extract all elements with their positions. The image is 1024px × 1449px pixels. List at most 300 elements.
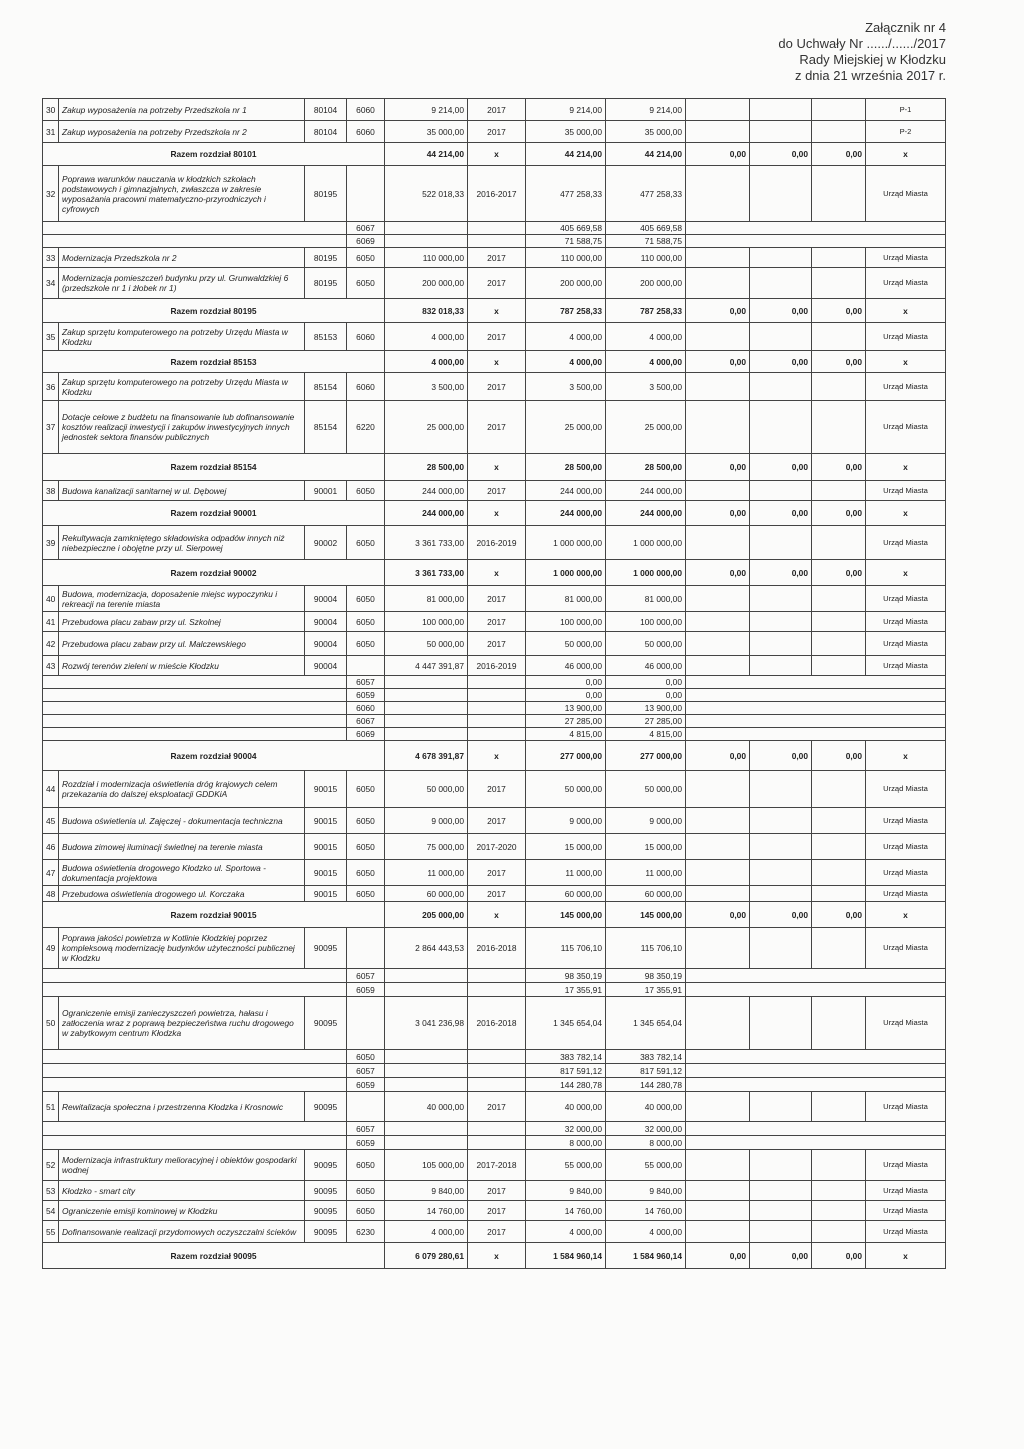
empty-cell — [385, 689, 468, 702]
budget-funds-cell: 383 782,14 — [606, 1050, 686, 1064]
task-name-cell: Zakup sprzętu komputerowego na potrzeby Urzędu Miasta w Kłodzku — [59, 373, 305, 401]
total-cost-cell: 205 000,00 — [385, 902, 468, 928]
responsible-unit-cell: Urząd Miasta — [866, 834, 946, 860]
paragraph-code-cell: 6050 — [347, 886, 385, 902]
loan-funds-cell — [812, 248, 866, 268]
table-row — [43, 268, 946, 299]
responsible-unit-cell: Urząd Miasta — [866, 373, 946, 401]
period-cell: 2016-2018 — [468, 928, 526, 969]
expenditure-limit-cell: 244 000,00 — [526, 501, 606, 526]
other-funds-cell — [686, 586, 750, 612]
expenditure-limit-cell: 9 840,00 — [526, 1181, 606, 1201]
paragraph-code-cell: 6050 — [347, 1181, 385, 1201]
empty-cell — [385, 1050, 468, 1064]
paragraph-code-cell: 6050 — [347, 481, 385, 501]
task-name-cell: Budowa zimowej iluminacji świetlnej na terenie miasta — [59, 834, 305, 860]
subtotal-row — [43, 299, 946, 323]
expenditure-limit-cell: 0,00 — [526, 676, 606, 689]
total-cost-cell: 3 500,00 — [385, 373, 468, 401]
total-cost-cell: 3 361 733,00 — [385, 526, 468, 560]
chapter-code-cell: 90095 — [305, 997, 347, 1050]
budget-funds-cell: 25 000,00 — [606, 401, 686, 454]
empty-cell — [43, 222, 347, 235]
table-row — [43, 401, 946, 454]
task-name-cell: Budowa oświetlenia ul. Zajęczej - dokumentacja techniczna — [59, 808, 305, 834]
budget-funds-cell: 50 000,00 — [606, 632, 686, 656]
loan-funds-cell: 0,00 — [812, 299, 866, 323]
task-name-cell: Poprawa jakości powietrza w Kotlinie Kłodzkiej poprzez kompleksową modernizację budynków użyteczności publicznej w Kłodzku — [59, 928, 305, 969]
row-number-cell: 47 — [43, 860, 59, 886]
budget-funds-cell: 17 355,91 — [606, 983, 686, 997]
external-funds-cell — [750, 886, 812, 902]
resolution-date: z dnia 21 września 2017 r. — [794, 68, 946, 83]
budget-funds-cell: 4 000,00 — [606, 1221, 686, 1243]
empty-cell — [43, 1136, 347, 1150]
empty-cell — [686, 969, 946, 983]
other-funds-cell: 0,00 — [686, 299, 750, 323]
row-number-cell: 53 — [43, 1181, 59, 1201]
row-number-cell: 38 — [43, 481, 59, 501]
period-cell: x — [468, 351, 526, 373]
task-name-cell: Modernizacja Przedszkola nr 2 — [59, 248, 305, 268]
period-cell: x — [468, 741, 526, 771]
period-cell: 2017 — [468, 373, 526, 401]
total-cost-cell: 25 000,00 — [385, 401, 468, 454]
loan-funds-cell — [812, 860, 866, 886]
paragraph-code-cell: 6059 — [347, 689, 385, 702]
budget-funds-cell: 787 258,33 — [606, 299, 686, 323]
expenditure-limit-cell: 787 258,33 — [526, 299, 606, 323]
subtotal-label-cell: Razem rozdział 90095 — [43, 1243, 385, 1269]
attachment-number: Załącznik nr 4 — [865, 20, 946, 35]
expenditure-limit-cell: 277 000,00 — [526, 741, 606, 771]
empty-cell — [686, 715, 946, 728]
paragraph-breakdown-row — [43, 969, 946, 983]
task-name-cell: Budowa oświetlenia drogowego Kłodzko ul. Sportowa - dokumentacja projektowa — [59, 860, 305, 886]
other-funds-cell — [686, 99, 750, 121]
other-funds-cell — [686, 834, 750, 860]
resolution-number: do Uchwały Nr ....../....../2017 — [778, 36, 946, 51]
budget-funds-cell: 9 840,00 — [606, 1181, 686, 1201]
budget-funds-cell: 28 500,00 — [606, 454, 686, 481]
responsible-unit-cell: P-1 — [866, 99, 946, 121]
paragraph-code-cell: 6050 — [347, 834, 385, 860]
paragraph-breakdown-row — [43, 715, 946, 728]
table-row — [43, 928, 946, 969]
external-funds-cell: 0,00 — [750, 454, 812, 481]
period-cell: 2017 — [468, 99, 526, 121]
chapter-code-cell: 90095 — [305, 1150, 347, 1181]
budget-funds-cell: 9 000,00 — [606, 808, 686, 834]
empty-cell — [385, 1136, 468, 1150]
other-funds-cell — [686, 1092, 750, 1122]
table-row — [43, 860, 946, 886]
empty-cell — [686, 1136, 946, 1150]
responsible-unit-cell: Urząd Miasta — [866, 997, 946, 1050]
loan-funds-cell — [812, 323, 866, 351]
chapter-code-cell: 80195 — [305, 166, 347, 222]
row-number-cell: 33 — [43, 248, 59, 268]
budget-funds-cell: 277 000,00 — [606, 741, 686, 771]
loan-funds-cell — [812, 373, 866, 401]
empty-cell — [43, 728, 347, 741]
paragraph-breakdown-row — [43, 702, 946, 715]
paragraph-breakdown-row — [43, 676, 946, 689]
expenditure-limit-cell: 110 000,00 — [526, 248, 606, 268]
chapter-code-cell: 90004 — [305, 656, 347, 676]
row-number-cell: 30 — [43, 99, 59, 121]
task-name-cell: Modernizacja pomieszczeń budynku przy ul. Grunwaldzkiej 6 (przedszkole nr 1 i żłobek nr 1) — [59, 268, 305, 299]
budget-funds-cell: 200 000,00 — [606, 268, 686, 299]
loan-funds-cell — [812, 586, 866, 612]
external-funds-cell — [750, 323, 812, 351]
external-funds-cell: 0,00 — [750, 351, 812, 373]
loan-funds-cell: 0,00 — [812, 351, 866, 373]
other-funds-cell: 0,00 — [686, 454, 750, 481]
subtotal-row — [43, 902, 946, 928]
paragraph-code-cell: 6050 — [347, 526, 385, 560]
external-funds-cell — [750, 656, 812, 676]
chapter-code-cell: 90015 — [305, 860, 347, 886]
empty-cell — [468, 1078, 526, 1092]
total-cost-cell: 6 079 280,61 — [385, 1243, 468, 1269]
task-name-cell: Rozwój terenów zieleni w mieście Kłodzku — [59, 656, 305, 676]
external-funds-cell — [750, 834, 812, 860]
loan-funds-cell — [812, 1181, 866, 1201]
task-name-cell: Przebudowa oświetlenia drogowego ul. Korczaka — [59, 886, 305, 902]
table-row — [43, 121, 946, 143]
external-funds-cell — [750, 1181, 812, 1201]
expenditure-limit-cell: 383 782,14 — [526, 1050, 606, 1064]
task-name-cell: Zakup sprzętu komputerowego na potrzeby Urzędu Miasta w Kłodzku — [59, 323, 305, 351]
chapter-code-cell: 90015 — [305, 834, 347, 860]
total-cost-cell: 11 000,00 — [385, 860, 468, 886]
budget-funds-cell: 144 280,78 — [606, 1078, 686, 1092]
table-row — [43, 808, 946, 834]
responsible-unit-cell: Urząd Miasta — [866, 268, 946, 299]
empty-cell — [468, 983, 526, 997]
responsible-unit-cell: Urząd Miasta — [866, 248, 946, 268]
expenditure-limit-cell: 1 000 000,00 — [526, 526, 606, 560]
expenditure-limit-cell: 32 000,00 — [526, 1122, 606, 1136]
total-cost-cell: 4 000,00 — [385, 323, 468, 351]
table-row — [43, 1092, 946, 1122]
council-name: Rady Miejskiej w Kłodzku — [799, 52, 946, 67]
subtotal-label-cell: Razem rozdział 90004 — [43, 741, 385, 771]
row-number-cell: 51 — [43, 1092, 59, 1122]
responsible-unit-cell: P-2 — [866, 121, 946, 143]
chapter-code-cell: 90015 — [305, 886, 347, 902]
row-number-cell: 55 — [43, 1221, 59, 1243]
expenditure-limit-cell: 100 000,00 — [526, 612, 606, 632]
budget-funds-cell: 98 350,19 — [606, 969, 686, 983]
expenditure-limit-cell: 50 000,00 — [526, 771, 606, 808]
expenditure-limit-cell: 25 000,00 — [526, 401, 606, 454]
period-cell: 2017 — [468, 481, 526, 501]
total-cost-cell: 28 500,00 — [385, 454, 468, 481]
responsible-unit-cell: Urząd Miasta — [866, 481, 946, 501]
budget-funds-cell: 44 214,00 — [606, 143, 686, 166]
expenditure-limit-cell: 3 500,00 — [526, 373, 606, 401]
loan-funds-cell — [812, 656, 866, 676]
responsible-unit-cell: Urząd Miasta — [866, 586, 946, 612]
row-number-cell: 37 — [43, 401, 59, 454]
expenditure-limit-cell: 81 000,00 — [526, 586, 606, 612]
paragraph-breakdown-row — [43, 1078, 946, 1092]
chapter-code-cell: 85154 — [305, 373, 347, 401]
paragraph-code-cell — [347, 997, 385, 1050]
expenditure-limit-cell: 15 000,00 — [526, 834, 606, 860]
loan-funds-cell — [812, 121, 866, 143]
expenditure-limit-cell: 35 000,00 — [526, 121, 606, 143]
external-funds-cell: 0,00 — [750, 299, 812, 323]
other-funds-cell: 0,00 — [686, 501, 750, 526]
chapter-code-cell: 90004 — [305, 612, 347, 632]
external-funds-cell — [750, 248, 812, 268]
external-funds-cell — [750, 481, 812, 501]
chapter-code-cell: 90095 — [305, 1201, 347, 1221]
loan-funds-cell — [812, 632, 866, 656]
other-funds-cell — [686, 401, 750, 454]
empty-cell — [468, 235, 526, 248]
period-cell: 2017 — [468, 268, 526, 299]
responsible-unit-cell: x — [866, 143, 946, 166]
loan-funds-cell — [812, 401, 866, 454]
budget-funds-cell: 40 000,00 — [606, 1092, 686, 1122]
total-cost-cell: 4 000,00 — [385, 1221, 468, 1243]
table-row — [43, 1181, 946, 1201]
period-cell: 2017 — [468, 586, 526, 612]
empty-cell — [686, 702, 946, 715]
expenditure-limit-cell: 11 000,00 — [526, 860, 606, 886]
total-cost-cell: 9 214,00 — [385, 99, 468, 121]
empty-cell — [385, 676, 468, 689]
subtotal-row — [43, 454, 946, 481]
budget-funds-cell: 55 000,00 — [606, 1150, 686, 1181]
period-cell: 2017 — [468, 1201, 526, 1221]
chapter-code-cell: 90001 — [305, 481, 347, 501]
subtotal-label-cell: Razem rozdział 85154 — [43, 454, 385, 481]
responsible-unit-cell: Urząd Miasta — [866, 166, 946, 222]
other-funds-cell — [686, 166, 750, 222]
budget-funds-cell: 115 706,10 — [606, 928, 686, 969]
expenditure-limit-cell: 55 000,00 — [526, 1150, 606, 1181]
row-number-cell: 49 — [43, 928, 59, 969]
loan-funds-cell — [812, 886, 866, 902]
paragraph-code-cell: 6067 — [347, 715, 385, 728]
empty-cell — [468, 715, 526, 728]
responsible-unit-cell: x — [866, 351, 946, 373]
other-funds-cell — [686, 1181, 750, 1201]
row-number-cell: 31 — [43, 121, 59, 143]
loan-funds-cell — [812, 771, 866, 808]
paragraph-breakdown-row — [43, 1122, 946, 1136]
paragraph-code-cell: 6050 — [347, 612, 385, 632]
row-number-cell: 35 — [43, 323, 59, 351]
period-cell: x — [468, 501, 526, 526]
period-cell: 2017 — [468, 1092, 526, 1122]
empty-cell — [43, 715, 347, 728]
external-funds-cell — [750, 121, 812, 143]
other-funds-cell — [686, 1221, 750, 1243]
empty-cell — [385, 715, 468, 728]
period-cell: x — [468, 454, 526, 481]
other-funds-cell — [686, 248, 750, 268]
external-funds-cell — [750, 1201, 812, 1221]
paragraph-code-cell — [347, 928, 385, 969]
total-cost-cell: 832 018,33 — [385, 299, 468, 323]
budget-funds-cell: 60 000,00 — [606, 886, 686, 902]
expenditure-limit-cell: 9 000,00 — [526, 808, 606, 834]
table-row — [43, 526, 946, 560]
total-cost-cell: 4 000,00 — [385, 351, 468, 373]
paragraph-code-cell: 6067 — [347, 222, 385, 235]
other-funds-cell — [686, 771, 750, 808]
empty-cell — [468, 969, 526, 983]
expenditure-limit-cell: 477 258,33 — [526, 166, 606, 222]
external-funds-cell — [750, 166, 812, 222]
attachment-header — [646, 20, 946, 84]
loan-funds-cell — [812, 1092, 866, 1122]
expenditure-limit-cell: 0,00 — [526, 689, 606, 702]
subtotal-label-cell: Razem rozdział 80101 — [43, 143, 385, 166]
external-funds-cell — [750, 1092, 812, 1122]
expenditure-limit-cell: 98 350,19 — [526, 969, 606, 983]
chapter-code-cell: 90095 — [305, 928, 347, 969]
paragraph-breakdown-row — [43, 1064, 946, 1078]
external-funds-cell — [750, 99, 812, 121]
empty-cell — [43, 702, 347, 715]
table-row — [43, 323, 946, 351]
responsible-unit-cell: Urząd Miasta — [866, 1221, 946, 1243]
responsible-unit-cell: x — [866, 741, 946, 771]
responsible-unit-cell: x — [866, 299, 946, 323]
paragraph-code-cell: 6059 — [347, 1078, 385, 1092]
period-cell: x — [468, 902, 526, 928]
other-funds-cell — [686, 632, 750, 656]
total-cost-cell: 244 000,00 — [385, 481, 468, 501]
loan-funds-cell — [812, 928, 866, 969]
total-cost-cell: 3 361 733,00 — [385, 560, 468, 586]
row-number-cell: 42 — [43, 632, 59, 656]
responsible-unit-cell: x — [866, 454, 946, 481]
responsible-unit-cell: x — [866, 1243, 946, 1269]
empty-cell — [43, 689, 347, 702]
total-cost-cell: 9 840,00 — [385, 1181, 468, 1201]
row-number-cell: 52 — [43, 1150, 59, 1181]
empty-cell — [468, 702, 526, 715]
budget-funds-cell: 1 000 000,00 — [606, 560, 686, 586]
external-funds-cell — [750, 808, 812, 834]
empty-cell — [686, 1122, 946, 1136]
responsible-unit-cell: Urząd Miasta — [866, 323, 946, 351]
empty-cell — [686, 676, 946, 689]
paragraph-code-cell: 6060 — [347, 323, 385, 351]
expenditure-limit-cell: 200 000,00 — [526, 268, 606, 299]
total-cost-cell: 4 678 391,87 — [385, 741, 468, 771]
other-funds-cell — [686, 808, 750, 834]
expenditure-limit-cell: 44 214,00 — [526, 143, 606, 166]
empty-cell — [43, 1050, 347, 1064]
budget-funds-cell: 405 669,58 — [606, 222, 686, 235]
budget-funds-cell: 71 588,75 — [606, 235, 686, 248]
other-funds-cell: 0,00 — [686, 351, 750, 373]
paragraph-code-cell: 6060 — [347, 121, 385, 143]
table-row — [43, 632, 946, 656]
budget-funds-cell: 8 000,00 — [606, 1136, 686, 1150]
empty-cell — [43, 676, 347, 689]
table-row — [43, 248, 946, 268]
external-funds-cell — [750, 928, 812, 969]
empty-cell — [43, 235, 347, 248]
empty-cell — [385, 1064, 468, 1078]
budget-funds-cell: 100 000,00 — [606, 612, 686, 632]
expenditure-limit-cell: 13 900,00 — [526, 702, 606, 715]
period-cell: 2017 — [468, 323, 526, 351]
total-cost-cell: 244 000,00 — [385, 501, 468, 526]
empty-cell — [385, 1122, 468, 1136]
empty-cell — [686, 222, 946, 235]
table-row — [43, 373, 946, 401]
other-funds-cell — [686, 373, 750, 401]
paragraph-breakdown-row — [43, 728, 946, 741]
expenditure-limit-cell: 4 815,00 — [526, 728, 606, 741]
empty-cell — [468, 676, 526, 689]
chapter-code-cell: 85154 — [305, 401, 347, 454]
loan-funds-cell: 0,00 — [812, 143, 866, 166]
total-cost-cell: 40 000,00 — [385, 1092, 468, 1122]
subtotal-row — [43, 351, 946, 373]
row-number-cell: 44 — [43, 771, 59, 808]
budget-funds-cell: 15 000,00 — [606, 834, 686, 860]
table-row — [43, 997, 946, 1050]
other-funds-cell: 0,00 — [686, 143, 750, 166]
paragraph-code-cell: 6230 — [347, 1221, 385, 1243]
paragraph-code-cell: 6069 — [347, 728, 385, 741]
task-name-cell: Ograniczenie emisji kominowej w Kłodzku — [59, 1201, 305, 1221]
budget-funds-cell: 14 760,00 — [606, 1201, 686, 1221]
other-funds-cell: 0,00 — [686, 741, 750, 771]
total-cost-cell: 75 000,00 — [385, 834, 468, 860]
loan-funds-cell — [812, 99, 866, 121]
external-funds-cell: 0,00 — [750, 143, 812, 166]
period-cell: 2017 — [468, 771, 526, 808]
paragraph-code-cell: 6057 — [347, 676, 385, 689]
task-name-cell: Rozdział i modernizacja oświetlenia dróg krajowych celem przekazania do dalszej eksploatacji GDDKiA — [59, 771, 305, 808]
row-number-cell: 32 — [43, 166, 59, 222]
period-cell: 2017 — [468, 632, 526, 656]
total-cost-cell: 4 447 391,87 — [385, 656, 468, 676]
total-cost-cell: 60 000,00 — [385, 886, 468, 902]
external-funds-cell — [750, 1221, 812, 1243]
budget-funds-cell: 35 000,00 — [606, 121, 686, 143]
task-name-cell: Dotacje celowe z budżetu na finansowanie lub dofinansowanie kosztów realizacji inwestycji i zakupów inwestycyjnych innych jednostek sektora finansów publicznych — [59, 401, 305, 454]
empty-cell — [686, 689, 946, 702]
empty-cell — [686, 1064, 946, 1078]
row-number-cell: 43 — [43, 656, 59, 676]
budget-funds-cell: 3 500,00 — [606, 373, 686, 401]
subtotal-label-cell: Razem rozdział 90002 — [43, 560, 385, 586]
responsible-unit-cell: Urząd Miasta — [866, 860, 946, 886]
budget-funds-cell: 13 900,00 — [606, 702, 686, 715]
period-cell: 2016-2019 — [468, 526, 526, 560]
paragraph-code-cell: 6060 — [347, 373, 385, 401]
external-funds-cell — [750, 526, 812, 560]
other-funds-cell — [686, 526, 750, 560]
expenditure-limit-cell: 4 000,00 — [526, 323, 606, 351]
row-number-cell: 45 — [43, 808, 59, 834]
total-cost-cell: 100 000,00 — [385, 612, 468, 632]
